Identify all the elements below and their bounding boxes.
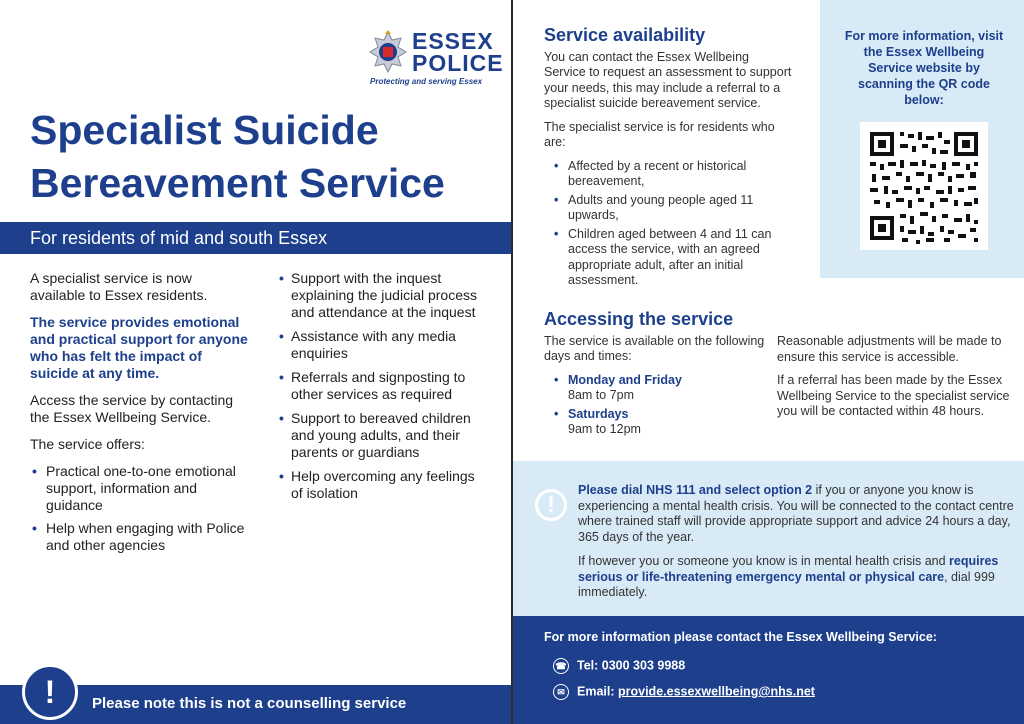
emergency-text: requires serious or life-threatening emergency mental or physical care xyxy=(578,554,999,584)
alert-para1-rest: if you or anyone you know is experiencing a mental health crisis. You will be connected to the contact centre where trained staff will provide appropriate support and advice 24 hours a day, 365 days of the year. xyxy=(578,483,1014,544)
residents-banner xyxy=(0,222,511,254)
logo-line1: ESSEX xyxy=(412,28,494,54)
crisis-alert-box xyxy=(513,461,1024,616)
nhs-111-text: Please dial NHS 111 and select option 2 xyxy=(578,483,813,497)
opening-times-list xyxy=(544,373,774,438)
list-item: • Affected by a recent or historical bereavement, xyxy=(544,159,794,190)
availability-section xyxy=(544,25,794,292)
availability-para1: You can contact the Essex Wellbeing Service to request an assessment to support your needs, this may include a referral to a specialist suicide bereavement service. xyxy=(544,49,792,110)
contact-phone[interactable] xyxy=(553,658,685,674)
alert-para2 xyxy=(578,554,1018,601)
note-text: Please note this is not a counselling service xyxy=(92,695,407,712)
contact-title: For more information please contact the Essex Wellbeing Service: xyxy=(544,630,937,644)
list-item: • Practical one-to-one emotional support, information and guidance xyxy=(30,463,250,514)
access-text: Access the service by contacting the Essex Wellbeing Service. xyxy=(30,392,234,425)
email-label: Email: xyxy=(577,684,618,699)
list-item: • Help when engaging with Police and other agencies xyxy=(30,520,250,554)
left-column-1 xyxy=(30,270,250,560)
exclamation-icon: ! xyxy=(535,489,567,521)
alert-para2-start: If however you or someone you know is in mental health crisis and xyxy=(578,554,950,568)
list-item: • Children aged between 4 and 11 can access the service, with an agreed appropriate adult, after an initial assessment. xyxy=(544,227,794,289)
alert-para1 xyxy=(578,483,1018,545)
list-item xyxy=(544,407,774,438)
exclamation-icon: ! xyxy=(22,664,78,720)
accessing-notes xyxy=(777,334,1017,428)
phone-text: Tel: 0300 303 9988 xyxy=(577,658,686,673)
list-item: • Referrals and signposting to other services as required xyxy=(277,369,487,403)
qr-code-icon[interactable] xyxy=(860,122,988,250)
list-item: • Support to bereaved children and young adults, and their parents or guardians xyxy=(277,410,487,461)
offers-heading: The service offers: xyxy=(30,436,145,452)
highlight-text: The service provides emotional and practical support for anyone who has felt the impact of suicide at any time. xyxy=(30,314,248,381)
accessing-section xyxy=(544,309,774,441)
eligibility-list xyxy=(544,159,794,289)
list-item xyxy=(544,373,774,404)
qr-info-box xyxy=(820,0,1024,278)
availability-heading: Service availability xyxy=(544,25,706,45)
essex-police-logo xyxy=(368,28,504,90)
police-badge-icon xyxy=(368,30,408,76)
banner-text: For residents of mid and south Essex xyxy=(30,228,328,248)
adjustments-text: Reasonable adjustments will be made to ensure this service is accessible. xyxy=(777,334,1002,364)
list-item: • Adults and young people aged 11 upwards, xyxy=(544,193,794,224)
time-label: 8am to 7pm xyxy=(568,388,635,402)
left-column-2 xyxy=(277,270,487,509)
alert-para2-end: , dial 999 immediately. xyxy=(578,569,995,599)
alert-text xyxy=(578,483,1018,610)
email-icon: ✉ xyxy=(553,684,569,700)
left-page xyxy=(0,0,511,724)
phone-icon: ☎ xyxy=(553,658,569,674)
list-item: • Assistance with any media enquiries xyxy=(277,328,487,362)
time-label: 9am to 12pm xyxy=(568,422,641,436)
day-label: Saturdays xyxy=(568,406,629,421)
accessing-heading: Accessing the service xyxy=(544,309,734,329)
referral-text: If a referral has been made by the Essex Wellbeing Service to the specialist service you will be contacted within 48 hours. xyxy=(777,373,1010,418)
qr-info-text: For more information, visit the Essex Wellbeing Service website by scanning the QR code below: xyxy=(844,29,1004,107)
support-list xyxy=(277,270,487,502)
email-link[interactable]: provide.essexwellbeing@nhs.net xyxy=(618,684,815,699)
availability-para2: The specialist service is for residents who are: xyxy=(544,119,775,149)
intro-text: A specialist service is now available to Essex residents. xyxy=(30,270,208,303)
logo-line2: POLICE xyxy=(412,50,504,76)
accessing-intro: The service is available on the following days and times: xyxy=(544,333,765,363)
logo-tagline: Protecting and serving Essex xyxy=(370,77,483,86)
contact-footer xyxy=(513,616,1024,724)
page-title: Specialist Suicide Bereavement Service xyxy=(30,107,445,206)
contact-email xyxy=(553,684,815,700)
right-page xyxy=(513,0,1024,724)
day-label: Monday and Friday xyxy=(568,372,682,387)
offers-list xyxy=(30,463,250,554)
list-item: • Support with the inquest explaining the judicial process and attendance at the inquest xyxy=(277,270,487,321)
list-item: • Help overcoming any feelings of isolation xyxy=(277,468,487,502)
